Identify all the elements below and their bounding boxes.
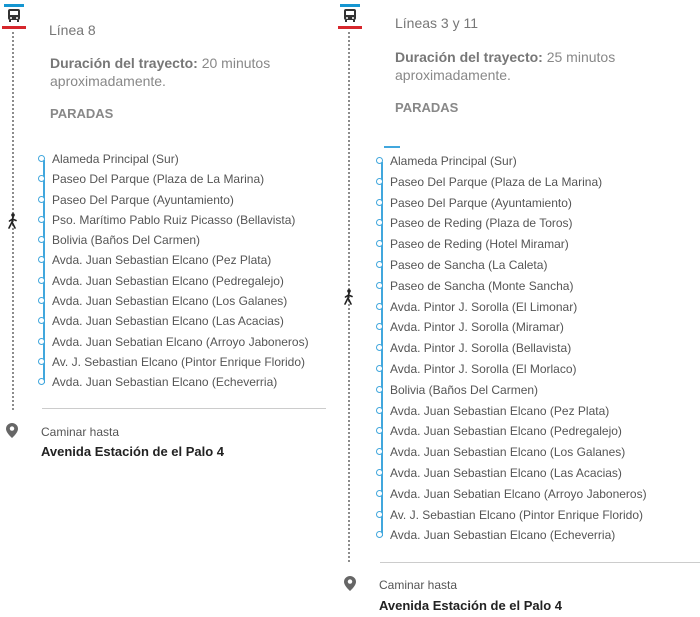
- bus-icon: [338, 4, 362, 30]
- duration-value: 25 minutos aproximadamente.: [395, 49, 616, 83]
- stop-item: [42, 210, 309, 230]
- stop-name: Paseo Del Parque (Ayuntamiento): [390, 195, 572, 210]
- stop-name: Avda. Juan Sebastian Elcano (Los Galanes): [390, 445, 626, 460]
- destination: Avenida Estación de el Palo 4: [379, 598, 563, 613]
- stop-dot-icon: [376, 219, 383, 226]
- stop-item: [380, 463, 647, 484]
- divider: [42, 408, 326, 409]
- stop-dot-icon: [376, 511, 383, 518]
- stop-item: [380, 276, 647, 297]
- stop-name: Avda. Juan Sebatian Elcano (Arroyo Jaboneros): [390, 486, 647, 501]
- stop-item: [42, 352, 309, 372]
- stop-dot-icon: [376, 199, 383, 206]
- stop-item: [380, 297, 647, 318]
- stop-item: [42, 332, 309, 352]
- stop-name: Alameda Principal (Sur): [52, 152, 179, 166]
- stop-item: [42, 372, 309, 392]
- stop-dot-icon: [376, 469, 383, 476]
- stop-name: Paseo de Sancha (La Caleta): [390, 257, 548, 272]
- stop-dot-icon: [38, 358, 45, 365]
- stop-item: [380, 505, 647, 526]
- walk-label: Caminar hasta: [41, 425, 120, 439]
- walk-label: Caminar hasta: [379, 578, 458, 592]
- stop-name: Avda. Juan Sebastian Elcano (Pez Plata): [52, 253, 272, 268]
- stop-item: [42, 169, 309, 189]
- stops-heading: PARADAS: [395, 100, 459, 115]
- line-name: Líneas 3 y 11: [395, 15, 479, 31]
- stop-item: [42, 250, 309, 270]
- stop-dot-icon: [376, 531, 383, 538]
- stop-item: [380, 193, 647, 214]
- stop-name: Avda. Juan Sebastian Elcano (Pez Plata): [390, 403, 610, 418]
- destination: Avenida Estación de el Palo 4: [41, 444, 225, 459]
- stop-item: [380, 338, 647, 359]
- stops-heading: PARADAS: [50, 106, 114, 121]
- stop-name: Avda. Juan Sebastian Elcano (Pedregalejo): [52, 273, 284, 288]
- stop-item: [380, 525, 647, 546]
- stop-item: [42, 190, 309, 210]
- stop-dot-icon: [376, 261, 383, 268]
- stop-dot-icon: [38, 216, 45, 223]
- stop-name: Avda. Pintor J. Sorolla (Miramar): [390, 320, 564, 335]
- stop-dot-icon: [38, 236, 45, 243]
- route-panel-right: [336, 0, 700, 617]
- duration-label: Duración del trayecto:: [395, 49, 543, 65]
- stop-item: [380, 151, 647, 172]
- stop-item: [42, 149, 309, 169]
- stop-name: Paseo Del Parque (Plaza de La Marina): [390, 174, 603, 189]
- stop-item: [380, 401, 647, 422]
- stop-dot-icon: [376, 303, 383, 310]
- stop-name: Paseo de Sancha (Monte Sancha): [390, 278, 574, 293]
- stop-item: [380, 255, 647, 276]
- divider: [380, 562, 700, 563]
- stop-name: Bolivia (Baños Del Carmen): [390, 382, 539, 397]
- stop-name: Avda. Pintor J. Sorolla (El Limonar): [390, 299, 578, 314]
- line-name: Línea 8: [49, 22, 96, 38]
- stop-dot-icon: [376, 386, 383, 393]
- trip-duration: [50, 54, 310, 90]
- stop-dot-icon: [38, 155, 45, 162]
- bus-icon: [2, 4, 26, 30]
- stop-dot-icon: [376, 407, 383, 414]
- stop-dot-icon: [376, 240, 383, 247]
- stop-dot-icon: [376, 282, 383, 289]
- walking-person-icon: [343, 289, 355, 305]
- stop-item: [380, 484, 647, 505]
- stop-name: Paseo Del Parque (Ayuntamiento): [52, 192, 234, 207]
- stop-name: Avda. Pintor J. Sorolla (Bellavista): [390, 341, 572, 356]
- stop-item: [380, 234, 647, 255]
- duration-label: Duración del trayecto:: [50, 55, 198, 71]
- stop-item: [380, 380, 647, 401]
- duration-value: 20 minutos aproximadamente.: [50, 55, 271, 89]
- stop-name: Av. J. Sebastian Elcano (Pintor Enrique Florido): [52, 354, 306, 369]
- stop-item: [380, 359, 647, 380]
- stop-item: [42, 311, 309, 331]
- stop-dot-icon: [376, 344, 383, 351]
- stop-dot-icon: [38, 338, 45, 345]
- stop-dot-icon: [38, 317, 45, 324]
- trip-duration: [395, 48, 685, 84]
- stop-name: Avda. Juan Sebastian Elcano (Las Acacias): [52, 314, 284, 329]
- stop-name: Av. J. Sebastian Elcano (Pintor Enrique Florido): [390, 507, 644, 522]
- stop-name: Avda. Pintor J. Sorolla (El Morlaco): [390, 361, 577, 376]
- stop-item: [380, 172, 647, 193]
- stop-dot-icon: [38, 297, 45, 304]
- stop-name: Avda. Juan Sebastian Elcano (Echeverria): [52, 375, 278, 390]
- stop-dot-icon: [376, 427, 383, 434]
- stop-dot-icon: [38, 196, 45, 203]
- route-panel-left: [0, 0, 330, 470]
- stop-item: [42, 291, 309, 311]
- stop-name: Bolivia (Baños Del Carmen): [52, 233, 201, 248]
- stop-item: [42, 230, 309, 250]
- stop-dot-icon: [38, 277, 45, 284]
- stop-item: [380, 442, 647, 463]
- stop-name: Pso. Marítimo Pablo Ruiz Picasso (Bellavista): [52, 212, 296, 227]
- stop-name: Paseo de Reding (Plaza de Toros): [390, 216, 573, 231]
- location-pin-icon: [6, 423, 18, 438]
- walking-person-icon: [7, 213, 19, 229]
- stop-name: Alameda Principal (Sur): [390, 154, 517, 168]
- stop-dot-icon: [376, 323, 383, 330]
- stop-name: Avda. Juan Sebastian Elcano (Pedregalejo): [390, 424, 622, 439]
- stop-item: [380, 317, 647, 338]
- location-pin-icon: [344, 576, 356, 591]
- stop-dot-icon: [38, 175, 45, 182]
- stop-list: [380, 151, 647, 546]
- route-start-marker: [384, 146, 400, 148]
- stop-item: [380, 421, 647, 442]
- stop-name: Avda. Juan Sebastian Elcano (Los Galanes): [52, 294, 288, 309]
- stop-item: [380, 213, 647, 234]
- stop-dot-icon: [38, 378, 45, 385]
- stop-dot-icon: [376, 490, 383, 497]
- stop-name: Paseo Del Parque (Plaza de La Marina): [52, 172, 265, 187]
- stop-dot-icon: [376, 448, 383, 455]
- stop-dot-icon: [38, 256, 45, 263]
- stop-name: Avda. Juan Sebastian Elcano (Echeverria): [390, 528, 616, 543]
- stop-name: Avda. Juan Sebastian Elcano (Las Acacias): [390, 465, 622, 480]
- stop-dot-icon: [376, 157, 383, 164]
- stop-list: [42, 149, 309, 393]
- stop-item: [42, 271, 309, 291]
- stop-dot-icon: [376, 178, 383, 185]
- stop-name: Avda. Juan Sebatian Elcano (Arroyo Jaboneros): [52, 334, 309, 349]
- stop-dot-icon: [376, 365, 383, 372]
- stop-name: Paseo de Reding (Hotel Miramar): [390, 237, 569, 252]
